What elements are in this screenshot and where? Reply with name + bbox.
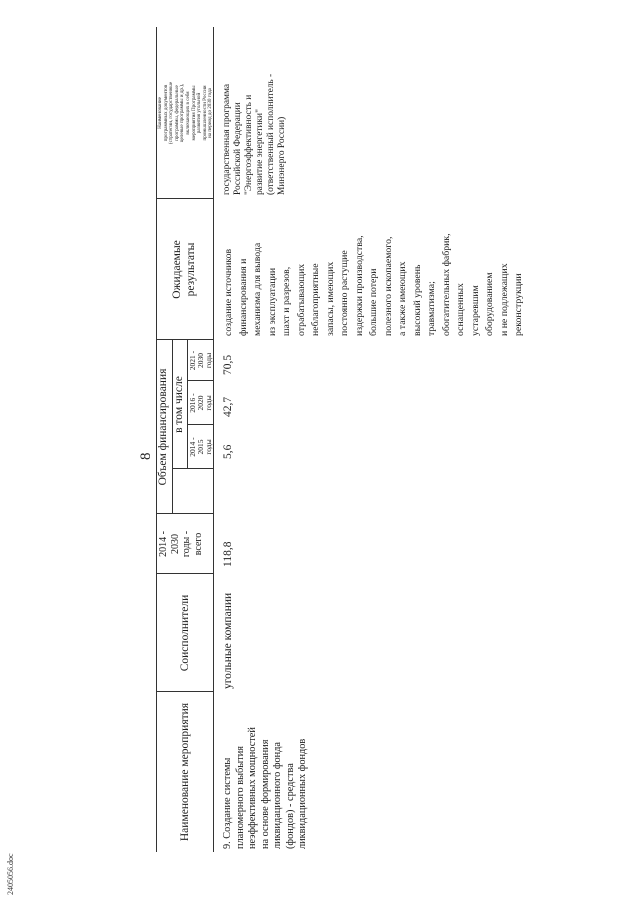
file-id: 2405056.doc xyxy=(6,853,15,895)
header-2016-2020: 2016 - 2020 годы xyxy=(188,393,213,413)
row-name: 9. Создание системы планомерного выбытия неэффективных мощностей на основе формирования ликвидационного фонда (фондов) - средства ликвидационных фондов xyxy=(222,727,308,849)
row-2016-2020: 42,7 xyxy=(222,396,234,417)
header-results: Ожидаемые результаты xyxy=(171,240,197,299)
row-2014-2015: 5,6 xyxy=(222,444,234,459)
header-total: 2014 - 2030 годы - всего xyxy=(158,530,204,558)
header-name: Наименование мероприятия xyxy=(179,702,191,842)
row-results: создание источников финансирования и механизма для вывода из эксплуатации шахт и разрезов, отрабатывающих неблагоприятные запасы, имеющих постоянно растущие издержки производства, большие потери полезного ископаемого, а также имеющих высокий уровень травматизма; обогатительных фабрик, оснащенных устаревшим оборудованием и не подлежащих реконструкции xyxy=(223,233,524,336)
header-coexecutors: Соисполнители xyxy=(179,594,191,672)
row-total: 118,8 xyxy=(222,541,234,567)
header-2014-2015: 2014 - 2015 годы xyxy=(188,437,213,457)
row-2021-2030: 70,5 xyxy=(222,354,234,375)
header-financing: Объем финансирования xyxy=(157,368,169,486)
header-2021-2030: 2021 - 2030 годы xyxy=(188,350,213,371)
row-programs: государственная программа Российской Федерации "Энергоэффективность и развитие энергетики" (ответственный исполнитель - Минэнерго России) xyxy=(222,73,287,195)
page-number: 8 xyxy=(138,452,154,460)
header-programs: Наименование программных документов (стратегии, государственные программы, федеральные целевые программы и др.), включающих в себя мероприятия Программы развития угольной промышленности России на период до 2030 года xyxy=(157,81,214,145)
row-coexecutors: угольные компании xyxy=(222,592,234,689)
header-including: в том числе xyxy=(173,376,185,433)
